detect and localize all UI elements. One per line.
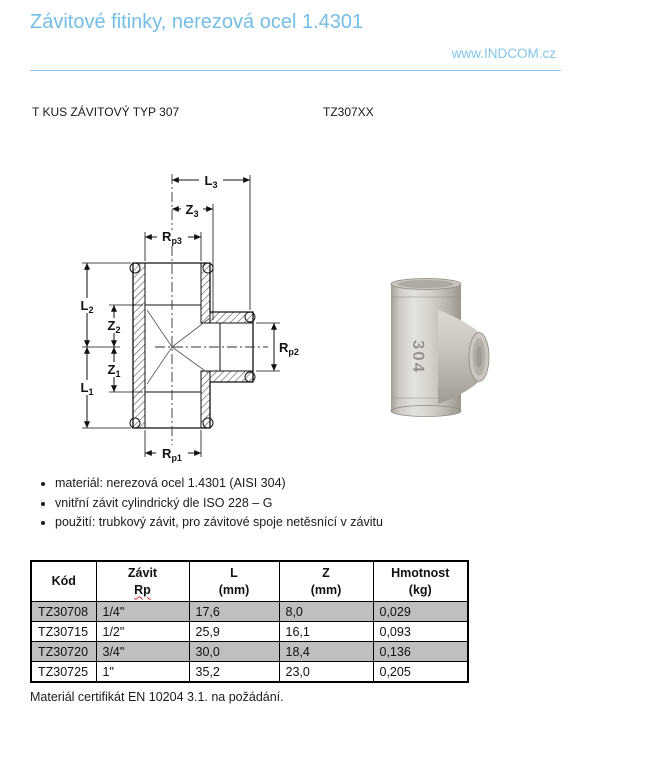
cell-z: 23,0 [279, 662, 373, 683]
bullet-item: • materiál: nerezová ocel 1.4301 (AISI 304) [55, 476, 383, 490]
dim-label-rp2: $R_{p2}$ [279, 340, 299, 357]
page-title: Závitové fitinky, nerezová ocel 1.4301 [30, 11, 364, 33]
cell-code: TZ30725 [31, 662, 96, 683]
product-code: TZ307XX [323, 105, 374, 119]
table-row [31, 662, 468, 683]
cell-weight: 0,029 [373, 602, 468, 622]
website-link[interactable]: www.INDCOM.cz [451, 46, 556, 61]
bullet-item: • vnitřní závit cylindrický dle ISO 228 – G [55, 496, 383, 510]
cell-l: 25,9 [189, 622, 279, 642]
col-header-l: L (mm) [189, 561, 279, 602]
dim-label-l3: $L_3$ [204, 173, 218, 190]
col-header-code: Kód [31, 561, 96, 602]
spec-table [30, 560, 469, 683]
dim-label-z3: $Z_3$ [185, 202, 199, 219]
cell-thread: 3/4" [96, 642, 189, 662]
dim-label-z2: $Z_2$ [107, 318, 121, 335]
dim-label-l2: $L_2$ [80, 298, 94, 315]
fitting-outline [133, 263, 253, 428]
photo-stamp: 304 [409, 339, 428, 375]
table-row [31, 642, 468, 662]
cell-l: 30,0 [189, 642, 279, 662]
header-divider [30, 70, 561, 71]
socket-lips [130, 263, 255, 428]
table-header-row [31, 561, 468, 602]
bullet-item: • použití: trubkový závit, pro závitové spoje netěsnící v závitu [55, 515, 383, 529]
cell-weight: 0,205 [373, 662, 468, 683]
dim-label-z1: $Z_1$ [107, 362, 121, 379]
product-name: T KUS ZÁVITOVÝ TYP 307 [32, 105, 180, 119]
cell-thread: 1/4" [96, 602, 189, 622]
cell-z: 18,4 [279, 642, 373, 662]
certificate-note: Materiál certifikát EN 10204 3.1. na požádání. [30, 690, 284, 704]
cell-l: 17,6 [189, 602, 279, 622]
table-row [31, 602, 468, 622]
cell-thread: 1" [96, 662, 189, 683]
cell-weight: 0,093 [373, 622, 468, 642]
dim-label-rp1: $R_{p1}$ [162, 446, 182, 463]
bullet-list [36, 476, 383, 535]
cell-thread: 1/2" [96, 622, 189, 642]
cell-code: TZ30720 [31, 642, 96, 662]
col-header-weight: Hmotnost (kg) [373, 561, 468, 602]
col-header-z: Z (mm) [279, 561, 373, 602]
cell-z: 8,0 [279, 602, 373, 622]
cell-l: 35,2 [189, 662, 279, 683]
dim-label-l1: $L_1$ [80, 380, 94, 397]
col-header-thread: Závit Rp [96, 561, 189, 602]
table-row [31, 622, 468, 642]
cell-z: 16,1 [279, 622, 373, 642]
product-photo [383, 272, 518, 422]
cell-weight: 0,136 [373, 642, 468, 662]
cell-code: TZ30708 [31, 602, 96, 622]
technical-diagram [60, 160, 320, 470]
cell-code: TZ30715 [31, 622, 96, 642]
dim-label-rp3: $R_{p3}$ [162, 229, 182, 246]
fitting-walls [133, 263, 253, 428]
